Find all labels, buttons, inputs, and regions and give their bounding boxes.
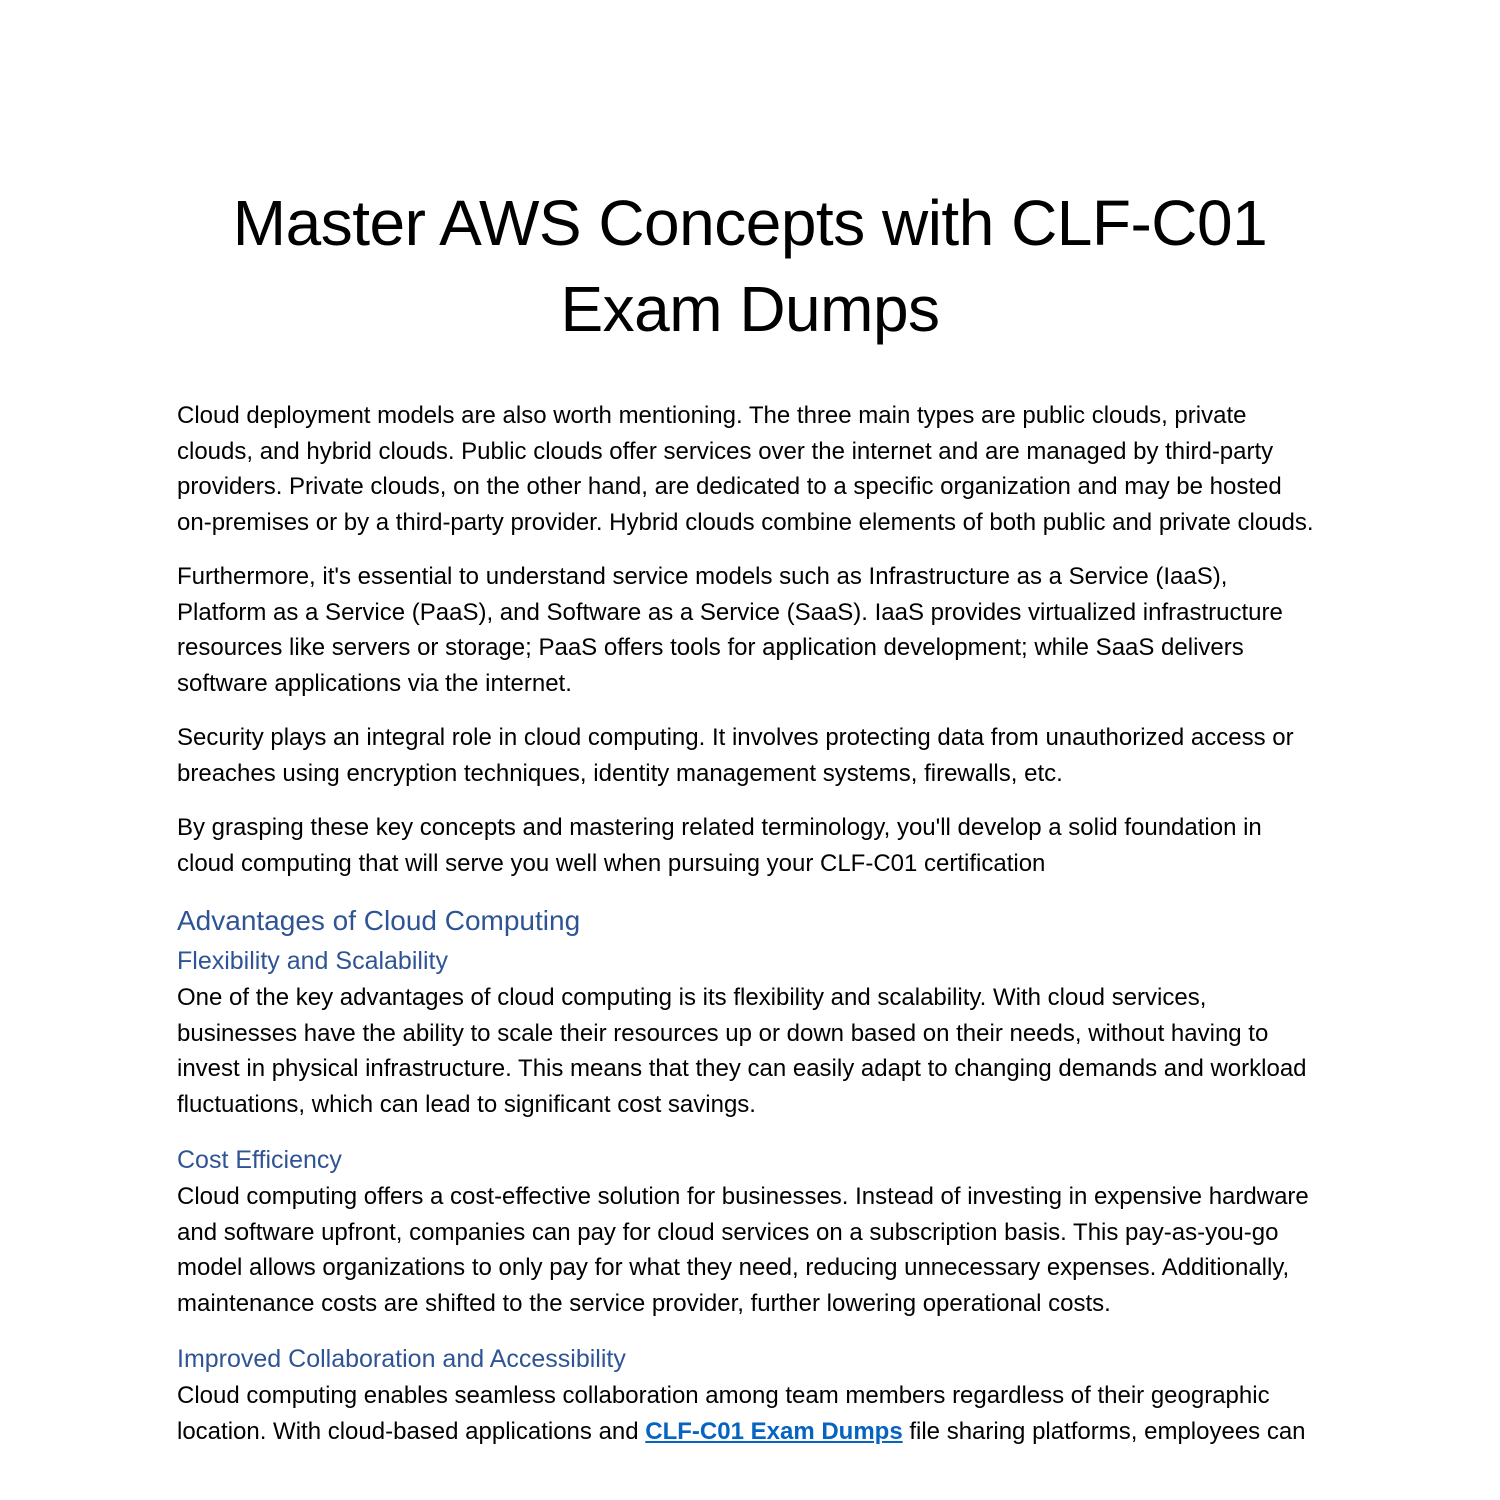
subheading-collaboration: Improved Collaboration and Accessibility bbox=[177, 1345, 626, 1373]
collaboration-text-before-link: Cloud computing enables seamless collaboration among team members regardless of their geographic location. With cloud-based applications and bbox=[177, 1382, 1270, 1445]
section-heading-advantages: Advantages of Cloud Computing bbox=[177, 905, 581, 936]
subheading-flexibility: Flexibility and Scalability bbox=[177, 947, 448, 975]
document-title: Master AWS Concepts with CLF-C01 Exam Dumps bbox=[232, 187, 1268, 345]
paragraph-deployment-models: Cloud deployment models are also worth mentioning. The three main types are public clouds, private clouds, and hybrid clouds. Public clouds offer services over the internet and are managed by third-party providers. Private clouds, on the other hand, are dedicated to a specific organization and may be hosted on-premises or by a third-party provider. Hybrid clouds combine elements of both public and private clouds. bbox=[177, 402, 1314, 536]
paragraph-service-models: Furthermore, it's essential to understand service models such as Infrastructure as a Service (IaaS), Platform as a Service (PaaS), and Software as a Service (SaaS). IaaS provides virtualized infrastructure resources like servers or storage; PaaS offers tools for application development; while SaaS delivers software applications via the internet. bbox=[177, 563, 1283, 697]
exam-dumps-link[interactable]: CLF-C01 Exam Dumps bbox=[645, 1417, 903, 1445]
subheading-cost-efficiency: Cost Efficiency bbox=[177, 1146, 342, 1174]
paragraph-flexibility: One of the key advantages of cloud computing is its flexibility and scalability. With cloud services, businesses have the ability to scale their resources up or down based on their needs, without having to invest in physical infrastructure. This means that they can easily adapt to changing demands and workload fluctuations, which can lead to significant cost savings. bbox=[177, 984, 1307, 1118]
paragraph-cost-efficiency: Cloud computing offers a cost-effective solution for businesses. Instead of investing in expensive hardware and software upfront, companies can pay for cloud services on a subscription basis. This pay-as-you-go model allows organizations to only pay for what they need, reducing unnecessary expenses. Additionally, maintenance costs are shifted to the service provider, further lowering operational costs. bbox=[177, 1183, 1309, 1317]
collaboration-text-after-link: file sharing platforms, employees can bbox=[902, 1417, 1306, 1445]
paragraph-security: Security plays an integral role in cloud computing. It involves protecting data from unauthorized access or breaches using encryption techniques, identity management systems, firewalls, etc. bbox=[177, 724, 1294, 787]
document-body bbox=[177, 398, 1317, 1468]
paragraph-foundation: By grasping these key concepts and mastering related terminology, you'll develop a solid foundation in cloud computing that will serve you well when pursuing your CLF-C01 certification bbox=[177, 814, 1262, 877]
paragraph-collaboration bbox=[177, 1378, 1317, 1449]
